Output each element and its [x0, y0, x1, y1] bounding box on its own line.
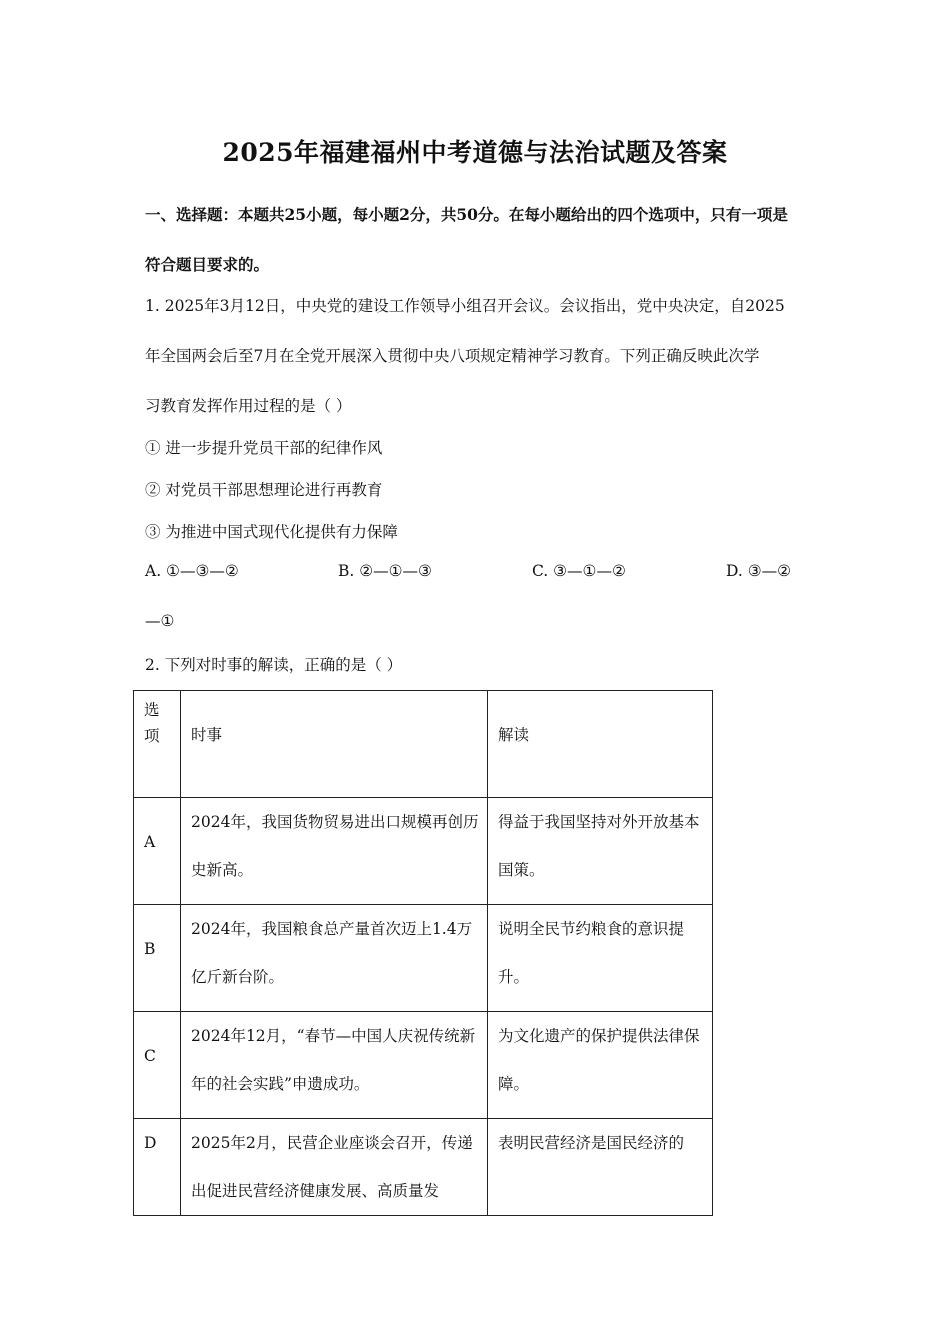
q1-option-b[interactable]: B. ②—①—③: [338, 562, 432, 580]
section-heading-line-1: 一、选择题：本题共25小题，每小题2分，共50分。在每小题给出的四个选项中，只有一项是: [145, 205, 788, 224]
row-b-option: B: [134, 905, 181, 1012]
q2-table: [133, 690, 713, 1216]
row-c-interpretation: 为文化遗产的保护提供法律保障。: [488, 1012, 713, 1119]
section-heading-line-2: 符合题目要求的。: [145, 255, 270, 274]
row-d-option: D: [134, 1119, 181, 1216]
q1-option-d-continued: —①: [145, 612, 175, 630]
table-header-row: [134, 691, 713, 798]
q1-stem-line-3: 习教育发挥作用过程的是（ ）: [145, 397, 352, 415]
q1-stem-line-1: 1. 2025年3月12日，中央党的建设工作领导小组召开会议。会议指出，党中央决定，自2025: [145, 297, 785, 315]
row-c-event: 2024年12月，“春节—中国人庆祝传统新年的社会实践”申遗成功。: [181, 1012, 488, 1119]
row-b-interpretation: 说明全民节约粮食的意识提升。: [488, 905, 713, 1012]
q1-option-a[interactable]: A. ①—③—②: [145, 562, 239, 580]
header-interpretation: 解读: [488, 691, 713, 798]
table-row: [134, 1012, 713, 1119]
q1-item-1: ① 进一步提升党员干部的纪律作风: [145, 439, 383, 457]
row-d-event: 2025年2月，民营企业座谈会召开，传递出促进民营经济健康发展、高质量发: [181, 1119, 488, 1216]
row-a-option: A: [134, 798, 181, 905]
q1-option-c[interactable]: C. ③—①—②: [532, 562, 626, 580]
table-row: [134, 798, 713, 905]
row-b-event: 2024年，我国粮食总产量首次迈上1.4万亿斤新台阶。: [181, 905, 488, 1012]
q1-stem-line-2: 年全国两会后至7月在全党开展深入贯彻中央八项规定精神学习教育。下列正确反映此次学: [145, 347, 760, 365]
q1-item-3: ③ 为推进中国式现代化提供有力保障: [145, 523, 398, 541]
table-row: [134, 905, 713, 1012]
row-a-interpretation: 得益于我国坚持对外开放基本国策。: [488, 798, 713, 905]
q1-item-2: ② 对党员干部思想理论进行再教育: [145, 481, 383, 499]
q1-option-d[interactable]: D. ③—②: [726, 562, 792, 580]
header-option: 选项: [134, 691, 181, 798]
header-event: 时事: [181, 691, 488, 798]
row-a-event: 2024年，我国货物贸易进出口规模再创历史新高。: [181, 798, 488, 905]
table-row: [134, 1119, 713, 1216]
document-title: 2025年福建福州中考道德与法治试题及答案: [222, 138, 728, 167]
row-c-option: C: [134, 1012, 181, 1119]
q2-stem: 2. 下列对时事的解读，正确的是（ ）: [145, 656, 403, 674]
row-d-interpretation: 表明民营经济是国民经济的: [488, 1119, 713, 1216]
